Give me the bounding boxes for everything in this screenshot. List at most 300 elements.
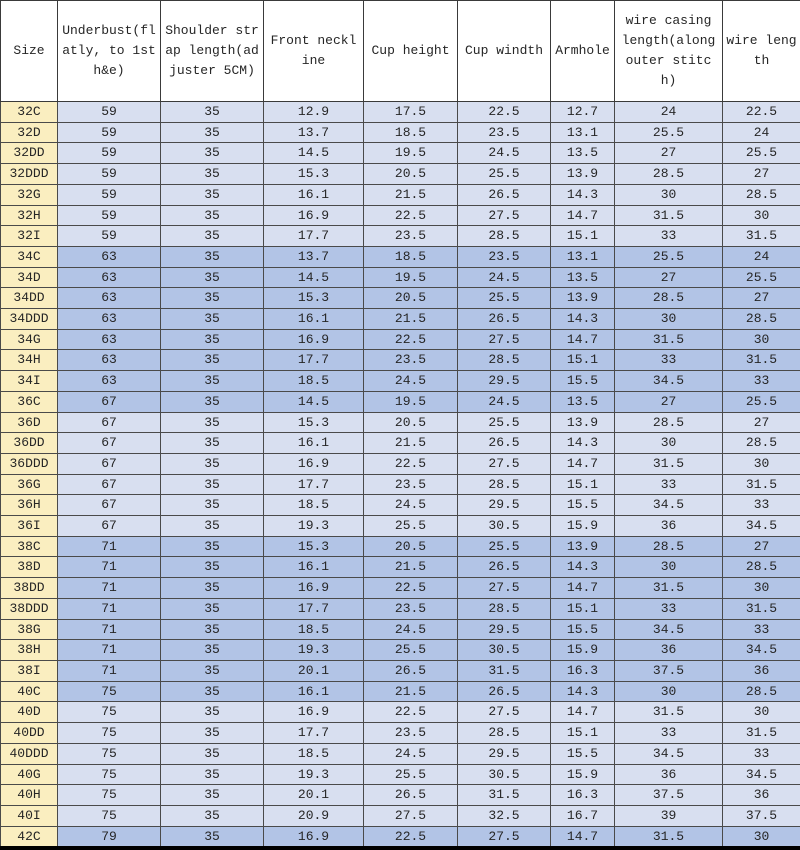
value-cell: 25.5 (458, 288, 551, 309)
value-cell: 63 (58, 267, 161, 288)
table-row (1, 805, 800, 826)
value-cell: 19.5 (364, 267, 458, 288)
value-cell: 16.1 (264, 557, 364, 578)
value-cell: 17.5 (364, 102, 458, 123)
column-header: Shoulder strap length(adjuster 5CM) (161, 1, 264, 102)
value-cell: 25.5 (364, 640, 458, 661)
value-cell: 31.5 (615, 205, 723, 226)
value-cell: 13.7 (264, 246, 364, 267)
value-cell: 15.3 (264, 536, 364, 557)
value-cell: 21.5 (364, 433, 458, 454)
value-cell: 33 (615, 474, 723, 495)
value-cell: 15.5 (551, 743, 615, 764)
value-cell: 35 (161, 578, 264, 599)
size-cell: 38I (1, 660, 58, 681)
value-cell: 59 (58, 205, 161, 226)
value-cell: 28.5 (723, 309, 800, 330)
value-cell: 33 (723, 743, 800, 764)
value-cell: 31.5 (615, 329, 723, 350)
size-cell: 40I (1, 805, 58, 826)
value-cell: 16.9 (264, 329, 364, 350)
value-cell: 14.3 (551, 557, 615, 578)
value-cell: 71 (58, 660, 161, 681)
value-cell: 18.5 (264, 371, 364, 392)
value-cell: 35 (161, 184, 264, 205)
value-cell: 71 (58, 619, 161, 640)
value-cell: 34.5 (723, 640, 800, 661)
value-cell: 63 (58, 288, 161, 309)
value-cell: 17.7 (264, 723, 364, 744)
value-cell: 20.5 (364, 164, 458, 185)
value-cell: 25.5 (615, 246, 723, 267)
value-cell: 35 (161, 309, 264, 330)
value-cell: 63 (58, 329, 161, 350)
value-cell: 15.5 (551, 371, 615, 392)
value-cell: 18.5 (264, 743, 364, 764)
size-cell: 32C (1, 102, 58, 123)
value-cell: 35 (161, 764, 264, 785)
value-cell: 13.9 (551, 164, 615, 185)
value-cell: 23.5 (364, 226, 458, 247)
value-cell: 75 (58, 702, 161, 723)
value-cell: 35 (161, 433, 264, 454)
value-cell: 13.9 (551, 288, 615, 309)
value-cell: 20.9 (264, 805, 364, 826)
value-cell: 67 (58, 474, 161, 495)
value-cell: 12.7 (551, 102, 615, 123)
value-cell: 15.1 (551, 226, 615, 247)
value-cell: 35 (161, 246, 264, 267)
value-cell: 27.5 (458, 578, 551, 599)
value-cell: 67 (58, 453, 161, 474)
value-cell: 18.5 (364, 122, 458, 143)
value-cell: 23.5 (364, 350, 458, 371)
value-cell: 16.3 (551, 785, 615, 806)
value-cell: 30.5 (458, 516, 551, 537)
value-cell: 16.9 (264, 826, 364, 847)
value-cell: 35 (161, 516, 264, 537)
value-cell: 15.5 (551, 495, 615, 516)
value-cell: 30 (723, 702, 800, 723)
table-row (1, 102, 800, 123)
size-cell: 40G (1, 764, 58, 785)
value-cell: 15.9 (551, 640, 615, 661)
size-cell: 38DD (1, 578, 58, 599)
value-cell: 33 (723, 495, 800, 516)
value-cell: 30 (723, 329, 800, 350)
value-cell: 59 (58, 102, 161, 123)
value-cell: 19.3 (264, 516, 364, 537)
value-cell: 23.5 (458, 246, 551, 267)
value-cell: 19.3 (264, 764, 364, 785)
value-cell: 36 (615, 764, 723, 785)
value-cell: 67 (58, 412, 161, 433)
value-cell: 39 (615, 805, 723, 826)
value-cell: 25.5 (723, 267, 800, 288)
table-row (1, 184, 800, 205)
value-cell: 16.7 (551, 805, 615, 826)
table-row (1, 598, 800, 619)
value-cell: 31.5 (723, 598, 800, 619)
value-cell: 35 (161, 288, 264, 309)
value-cell: 28.5 (458, 598, 551, 619)
value-cell: 63 (58, 350, 161, 371)
value-cell: 16.1 (264, 681, 364, 702)
value-cell: 25.5 (458, 412, 551, 433)
size-cell: 34D (1, 267, 58, 288)
value-cell: 23.5 (364, 598, 458, 619)
value-cell: 71 (58, 557, 161, 578)
value-cell: 28.5 (458, 350, 551, 371)
value-cell: 33 (615, 598, 723, 619)
value-cell: 23.5 (364, 723, 458, 744)
table-row (1, 495, 800, 516)
value-cell: 20.5 (364, 288, 458, 309)
value-cell: 31.5 (615, 578, 723, 599)
value-cell: 28.5 (615, 536, 723, 557)
value-cell: 35 (161, 805, 264, 826)
size-cell: 40DDD (1, 743, 58, 764)
value-cell: 67 (58, 391, 161, 412)
column-header: wire casing length(along outer stitch) (615, 1, 723, 102)
value-cell: 31.5 (615, 826, 723, 847)
value-cell: 75 (58, 785, 161, 806)
value-cell: 35 (161, 102, 264, 123)
table-row (1, 474, 800, 495)
value-cell: 35 (161, 474, 264, 495)
value-cell: 15.9 (551, 516, 615, 537)
value-cell: 30 (723, 453, 800, 474)
value-cell: 37.5 (615, 660, 723, 681)
size-cell: 34H (1, 350, 58, 371)
value-cell: 14.3 (551, 309, 615, 330)
value-cell: 13.9 (551, 536, 615, 557)
value-cell: 20.1 (264, 660, 364, 681)
value-cell: 67 (58, 516, 161, 537)
value-cell: 71 (58, 536, 161, 557)
value-cell: 24.5 (458, 267, 551, 288)
value-cell: 16.1 (264, 184, 364, 205)
value-cell: 18.5 (264, 495, 364, 516)
size-cell: 34DD (1, 288, 58, 309)
value-cell: 27 (723, 412, 800, 433)
value-cell: 20.5 (364, 412, 458, 433)
value-cell: 31.5 (723, 723, 800, 744)
value-cell: 30 (615, 557, 723, 578)
value-cell: 27.5 (458, 329, 551, 350)
value-cell: 15.1 (551, 598, 615, 619)
value-cell: 35 (161, 723, 264, 744)
table-row (1, 453, 800, 474)
table-row (1, 640, 800, 661)
size-cell: 34C (1, 246, 58, 267)
value-cell: 28.5 (723, 681, 800, 702)
column-header: Size (1, 1, 58, 102)
value-cell: 75 (58, 723, 161, 744)
value-cell: 59 (58, 164, 161, 185)
value-cell: 33 (723, 371, 800, 392)
value-cell: 20.1 (264, 785, 364, 806)
value-cell: 15.1 (551, 474, 615, 495)
value-cell: 24 (723, 122, 800, 143)
column-header: Cup windth (458, 1, 551, 102)
value-cell: 13.1 (551, 122, 615, 143)
table-row (1, 164, 800, 185)
value-cell: 26.5 (458, 681, 551, 702)
value-cell: 22.5 (364, 702, 458, 723)
value-cell: 28.5 (458, 723, 551, 744)
value-cell: 17.7 (264, 350, 364, 371)
value-cell: 34.5 (615, 495, 723, 516)
value-cell: 36 (723, 660, 800, 681)
value-cell: 35 (161, 619, 264, 640)
value-cell: 35 (161, 557, 264, 578)
value-cell: 28.5 (615, 164, 723, 185)
size-cell: 40D (1, 702, 58, 723)
value-cell: 29.5 (458, 495, 551, 516)
table-row (1, 681, 800, 702)
column-header: Front neckline (264, 1, 364, 102)
table-row (1, 122, 800, 143)
value-cell: 35 (161, 143, 264, 164)
value-cell: 35 (161, 412, 264, 433)
value-cell: 33 (615, 350, 723, 371)
value-cell: 28.5 (615, 288, 723, 309)
value-cell: 25.5 (615, 122, 723, 143)
table-row (1, 205, 800, 226)
value-cell: 24.5 (364, 495, 458, 516)
value-cell: 26.5 (458, 433, 551, 454)
size-cell: 32I (1, 226, 58, 247)
value-cell: 30 (615, 433, 723, 454)
value-cell: 22.5 (723, 102, 800, 123)
value-cell: 25.5 (723, 391, 800, 412)
value-cell: 22.5 (364, 826, 458, 847)
value-cell: 27 (723, 164, 800, 185)
table-row (1, 350, 800, 371)
value-cell: 21.5 (364, 184, 458, 205)
value-cell: 34.5 (723, 516, 800, 537)
value-cell: 75 (58, 805, 161, 826)
value-cell: 22.5 (364, 205, 458, 226)
value-cell: 35 (161, 164, 264, 185)
value-cell: 13.5 (551, 391, 615, 412)
value-cell: 21.5 (364, 557, 458, 578)
value-cell: 24.5 (364, 619, 458, 640)
value-cell: 13.1 (551, 246, 615, 267)
value-cell: 30 (723, 826, 800, 847)
value-cell: 14.7 (551, 329, 615, 350)
value-cell: 27.5 (364, 805, 458, 826)
value-cell: 33 (723, 619, 800, 640)
value-cell: 28.5 (723, 557, 800, 578)
value-cell: 14.5 (264, 143, 364, 164)
value-cell: 27.5 (458, 702, 551, 723)
value-cell: 59 (58, 184, 161, 205)
value-cell: 35 (161, 267, 264, 288)
value-cell: 16.9 (264, 453, 364, 474)
value-cell: 24.5 (458, 143, 551, 164)
size-cell: 36DD (1, 433, 58, 454)
value-cell: 35 (161, 743, 264, 764)
value-cell: 35 (161, 702, 264, 723)
table-row (1, 723, 800, 744)
column-header: wire length (723, 1, 800, 102)
column-header: Cup height (364, 1, 458, 102)
value-cell: 36 (723, 785, 800, 806)
value-cell: 25.5 (723, 143, 800, 164)
value-cell: 24.5 (364, 743, 458, 764)
value-cell: 18.5 (364, 246, 458, 267)
value-cell: 31.5 (615, 702, 723, 723)
value-cell: 14.5 (264, 391, 364, 412)
value-cell: 17.7 (264, 474, 364, 495)
value-cell: 25.5 (458, 536, 551, 557)
value-cell: 20.5 (364, 536, 458, 557)
value-cell: 15.3 (264, 164, 364, 185)
value-cell: 71 (58, 598, 161, 619)
value-cell: 30 (723, 205, 800, 226)
table-row (1, 702, 800, 723)
value-cell: 15.9 (551, 764, 615, 785)
value-cell: 63 (58, 309, 161, 330)
value-cell: 19.5 (364, 391, 458, 412)
size-cell: 36G (1, 474, 58, 495)
value-cell: 16.9 (264, 578, 364, 599)
value-cell: 27 (723, 288, 800, 309)
value-cell: 31.5 (458, 660, 551, 681)
value-cell: 34.5 (723, 764, 800, 785)
value-cell: 28.5 (615, 412, 723, 433)
value-cell: 30 (615, 309, 723, 330)
table-row (1, 246, 800, 267)
value-cell: 13.5 (551, 143, 615, 164)
value-cell: 14.7 (551, 702, 615, 723)
value-cell: 31.5 (615, 453, 723, 474)
value-cell: 16.1 (264, 433, 364, 454)
value-cell: 12.9 (264, 102, 364, 123)
table-row (1, 267, 800, 288)
column-header: Underbust(flatly, to 1st h&e) (58, 1, 161, 102)
size-cell: 38G (1, 619, 58, 640)
value-cell: 30.5 (458, 764, 551, 785)
value-cell: 15.5 (551, 619, 615, 640)
table-row (1, 516, 800, 537)
header-row (1, 1, 800, 102)
size-cell: 36DDD (1, 453, 58, 474)
value-cell: 30 (615, 184, 723, 205)
value-cell: 27.5 (458, 453, 551, 474)
value-cell: 24.5 (458, 391, 551, 412)
value-cell: 15.1 (551, 723, 615, 744)
table-row (1, 371, 800, 392)
value-cell: 25.5 (458, 164, 551, 185)
value-cell: 35 (161, 495, 264, 516)
value-cell: 18.5 (264, 619, 364, 640)
value-cell: 24.5 (364, 371, 458, 392)
size-cell: 32G (1, 184, 58, 205)
value-cell: 14.7 (551, 453, 615, 474)
value-cell: 13.7 (264, 122, 364, 143)
value-cell: 28.5 (458, 474, 551, 495)
table-row (1, 309, 800, 330)
value-cell: 28.5 (723, 433, 800, 454)
table-row (1, 619, 800, 640)
value-cell: 67 (58, 495, 161, 516)
value-cell: 21.5 (364, 681, 458, 702)
value-cell: 24 (723, 246, 800, 267)
value-cell: 59 (58, 143, 161, 164)
value-cell: 36 (615, 516, 723, 537)
bottom-border-bar (0, 846, 800, 850)
table-row (1, 743, 800, 764)
size-cell: 36I (1, 516, 58, 537)
value-cell: 13.5 (551, 267, 615, 288)
value-cell: 31.5 (723, 226, 800, 247)
value-cell: 35 (161, 226, 264, 247)
table-row (1, 329, 800, 350)
value-cell: 27.5 (458, 205, 551, 226)
size-cell: 32D (1, 122, 58, 143)
size-cell: 36H (1, 495, 58, 516)
value-cell: 75 (58, 764, 161, 785)
value-cell: 16.9 (264, 205, 364, 226)
value-cell: 17.7 (264, 226, 364, 247)
table-row (1, 785, 800, 806)
value-cell: 35 (161, 391, 264, 412)
table-row (1, 764, 800, 785)
value-cell: 16.3 (551, 660, 615, 681)
table-row (1, 433, 800, 454)
value-cell: 26.5 (364, 660, 458, 681)
value-cell: 23.5 (458, 122, 551, 143)
size-cell: 34DDD (1, 309, 58, 330)
value-cell: 28.5 (458, 226, 551, 247)
value-cell: 27 (615, 267, 723, 288)
value-cell: 79 (58, 826, 161, 847)
value-cell: 35 (161, 371, 264, 392)
size-cell: 40DD (1, 723, 58, 744)
value-cell: 35 (161, 350, 264, 371)
value-cell: 27 (615, 143, 723, 164)
table-row (1, 578, 800, 599)
value-cell: 14.7 (551, 826, 615, 847)
value-cell: 71 (58, 578, 161, 599)
table-row (1, 826, 800, 847)
size-cell: 36D (1, 412, 58, 433)
value-cell: 32.5 (458, 805, 551, 826)
value-cell: 75 (58, 743, 161, 764)
value-cell: 16.9 (264, 702, 364, 723)
value-cell: 31.5 (458, 785, 551, 806)
value-cell: 29.5 (458, 371, 551, 392)
value-cell: 34.5 (615, 743, 723, 764)
value-cell: 22.5 (364, 453, 458, 474)
value-cell: 36 (615, 640, 723, 661)
value-cell: 17.7 (264, 598, 364, 619)
size-cell: 42C (1, 826, 58, 847)
size-cell: 40C (1, 681, 58, 702)
size-cell: 38DDD (1, 598, 58, 619)
value-cell: 33 (615, 723, 723, 744)
size-cell: 38C (1, 536, 58, 557)
value-cell: 15.3 (264, 288, 364, 309)
table-row (1, 143, 800, 164)
size-cell: 32DDD (1, 164, 58, 185)
value-cell: 30.5 (458, 640, 551, 661)
value-cell: 27 (723, 536, 800, 557)
value-cell: 15.3 (264, 412, 364, 433)
